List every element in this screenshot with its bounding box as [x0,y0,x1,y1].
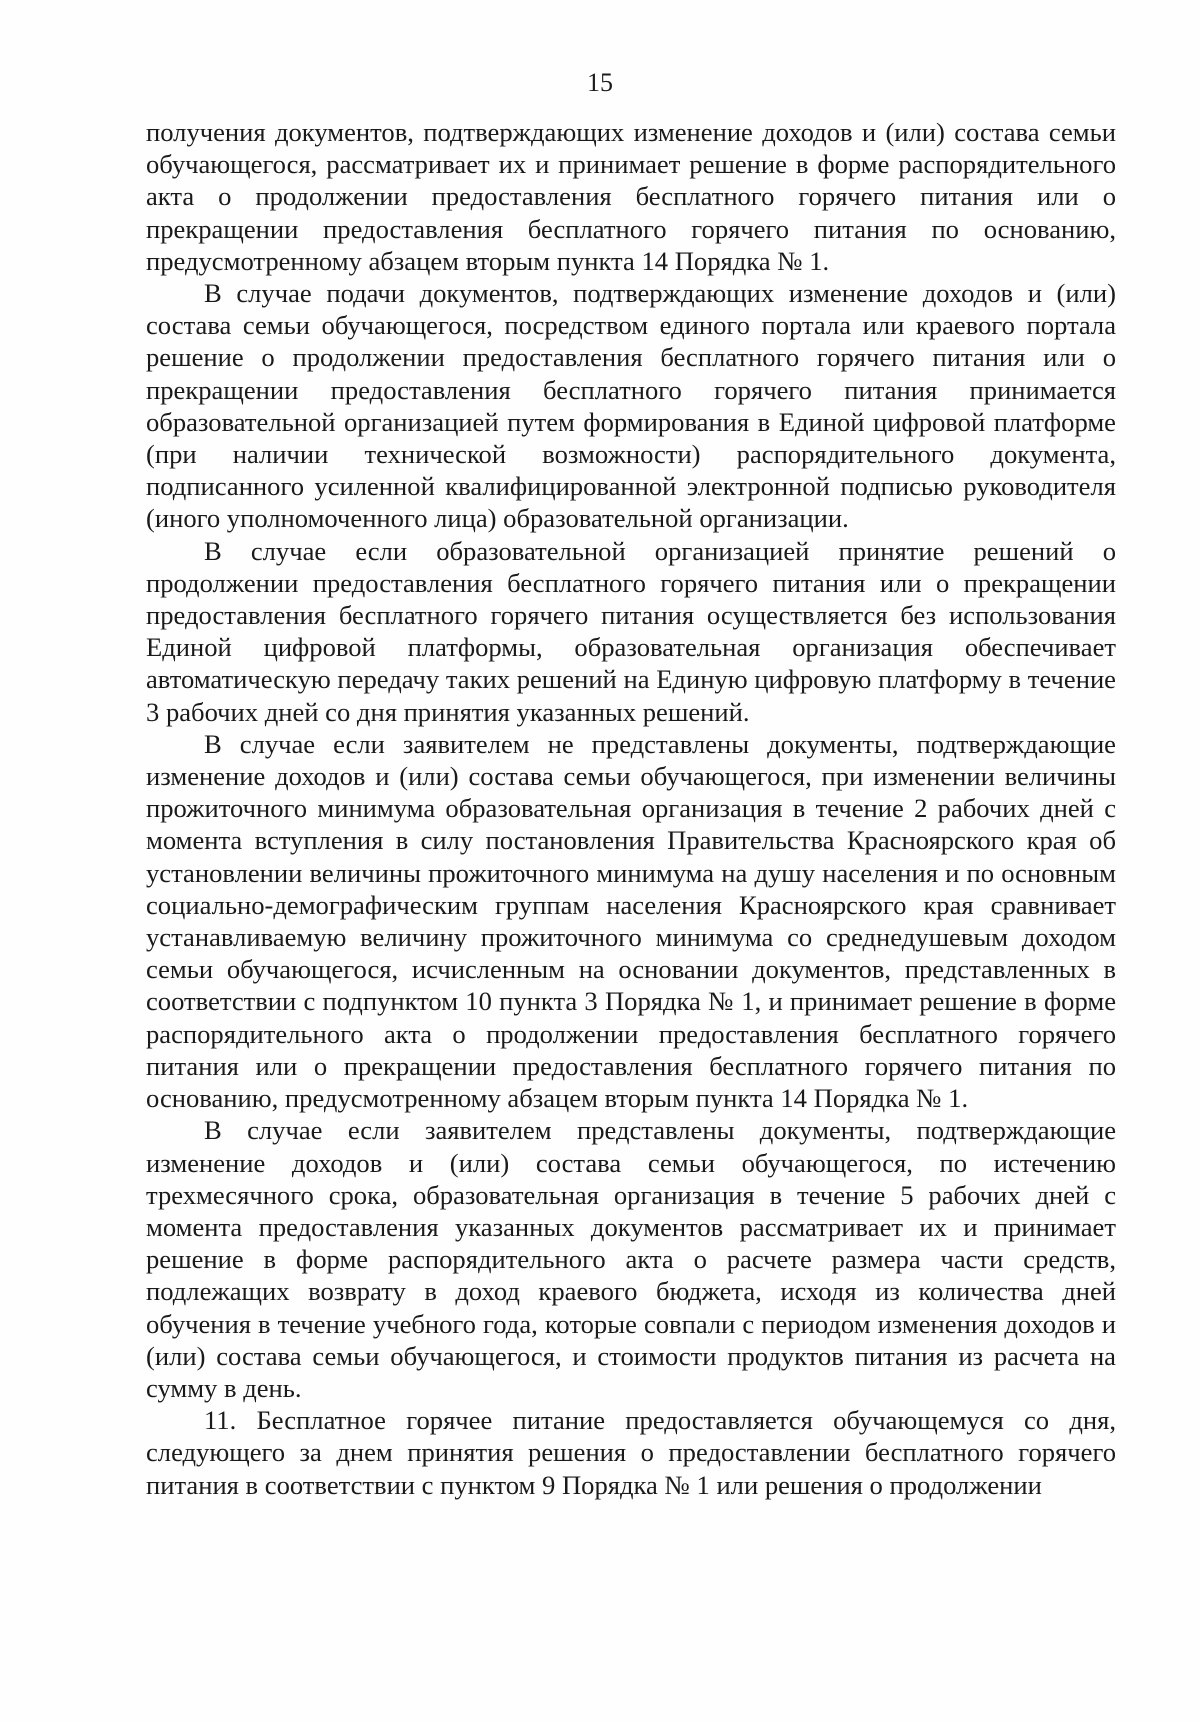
paragraph-decision-transfer: В случае если образовательной организацией принятие решений о продолжении предоставления бесплатного горячего питания или о прекращении предоставления бесплатного горячего питания осуществляется без использования Единой цифровой платформы, образовательная организация обеспечивает автоматическую передачу таких решений на Единую цифровую платформу в течение 3 рабочих дней со дня принятия указанных решений. [146,535,1116,727]
paragraph-portal-decision: В случае подачи документов, подтверждающих изменение доходов и (или) состава семьи обучающегося, посредством единого портала или краевого портала решение о продолжении предоставления бесплатного горячего питания или о прекращении предоставления бесплатного горячего питания принимается образовательной организацией путем формирования в Единой цифровой платформе (при наличии технической возможности) распорядительного документа, подписанного усиленной квалифицированной электронной подписью руководителя (иного уполномоченного лица) образовательной организации. [146,278,1116,534]
page-number: 15 [587,68,613,97]
paragraph-subsistence-minimum: В случае если заявителем не представлены документы, подтверждающие изменение доходов и (или) состава семьи обучающегося, при изменении величины прожиточного минимума образовательная организация в течение 2 рабочих дней с момента вступления в силу постановления Правительства Красноярского края об установлении величины прожиточного минимума на душу населения и по основным социально-демографическим группам населения Красноярского края сравнивает устанавливаемую величину прожиточного минимума со среднедушевым доходом семьи обучающегося, исчисленным на основании документов, представленных в соответствии с подпунктом 10 пункта 3 Порядка № 1, и принимает решение в форме распорядительного акта о продолжении предоставления бесплатного горячего питания или о прекращении предоставления бесплатного горячего питания по основанию, предусмотренному абзацем вторым пункта 14 Порядка № 1. [146,728,1116,1114]
paragraph-continuation: получения документов, подтверждающих изменение доходов и (или) состава семьи обучающегося, рассматривает их и принимает решение в форме распорядительного акта о продолжении предоставления бесплатного горячего питания или о прекращении предоставления бесплатного горячего питания по основанию, предусмотренному абзацем вторым пункта 14 Порядка № 1. [146,117,1116,276]
paragraph-refund-calculation: В случае если заявителем представлены документы, подтверждающие изменение доходов и (или) состава семьи обучающегося, по истечению трехмесячного срока, образовательная организация в течение 5 рабочих дней с момента предоставления указанных документов рассматривает их и принимает решение в форме распорядительного акта о расчете размера части средств, подлежащих возврату в доход краевого бюджета, исходя из количества дней обучения в течение учебного года, которые совпали с периодом изменения доходов и (или) состава семьи обучающегося, и стоимости продуктов питания из расчета на сумму в день. [146,1115,1116,1403]
document-body [146,116,1116,1501]
paragraph-item-11: 11. Бесплатное горячее питание предоставляется обучающемуся со дня, следующего за днем принятия решения о предоставлении бесплатного горячего питания в соответствии с пунктом 9 Порядка № 1 или решения о продолжении [146,1405,1116,1500]
